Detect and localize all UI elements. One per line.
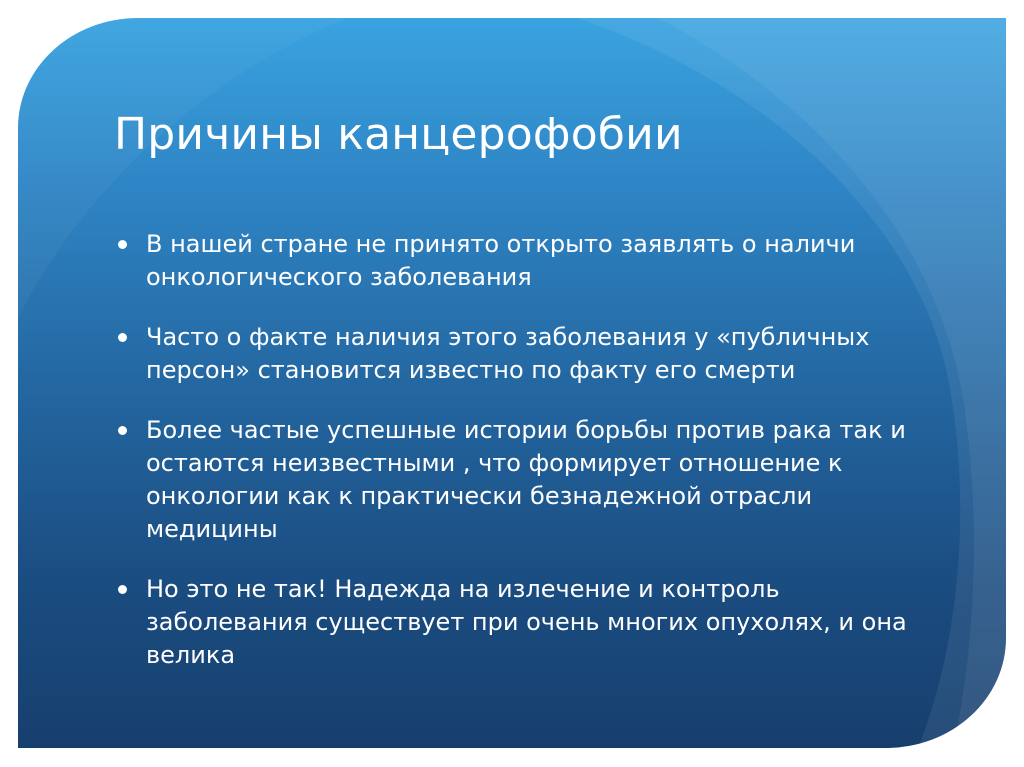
bullet-list — [114, 228, 934, 699]
bullet-dot-icon — [118, 333, 127, 342]
bullet-item — [114, 414, 934, 546]
bullet-item — [114, 321, 934, 387]
bullet-text: Но это не так! Надежда на излечение и контроль заболевания существует при очень многих опухолях, и она велика — [146, 575, 907, 669]
bullet-text: Более частые успешные истории борьбы против рака так и остаются неизвестными , что формирует отношение к онкологии как к практически безнадежной отрасли медицины — [146, 416, 906, 543]
bullet-dot-icon — [118, 426, 127, 435]
bullet-text: В нашей стране не принято открыто заявлять о наличи онкологического заболевания — [146, 230, 856, 291]
slide-title: Причины канцерофобии — [114, 109, 683, 160]
bullet-item — [114, 228, 934, 294]
bullet-item — [114, 573, 934, 672]
bullet-text: Часто о факте наличия этого заболевания у «публичных персон» становится известно по факту его смерти — [146, 323, 870, 384]
bullet-dot-icon — [118, 585, 127, 594]
bullet-dot-icon — [118, 240, 127, 249]
presentation-slide — [18, 18, 1006, 748]
